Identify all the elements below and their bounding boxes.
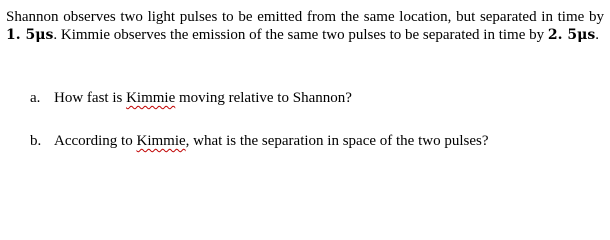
question-marker: a. xyxy=(30,90,41,106)
time-interval-shannon xyxy=(6,27,53,43)
question-b xyxy=(30,133,489,153)
question-a xyxy=(30,90,489,110)
spellcheck-flagged-word[interactable]: Kimmie xyxy=(126,90,176,106)
question-marker: b. xyxy=(30,133,42,149)
statement-text-1: Shannon observes two light pulses to be emitted from the same location, but separated in time by xyxy=(6,9,604,25)
statement-text-2: . Kimmie observes the emission of the same two pulses to be separated in time by xyxy=(53,26,548,43)
time-interval-kimmie xyxy=(548,27,595,43)
problem-statement xyxy=(6,9,604,44)
question-text-start: How fast is xyxy=(54,90,127,106)
question-text-start: According to xyxy=(54,133,137,149)
question-list xyxy=(30,90,489,153)
time-unit-shannon: μs xyxy=(35,26,54,43)
time-unit-kimmie: μs xyxy=(577,26,596,43)
problem-document xyxy=(6,9,604,44)
statement-text-3: . xyxy=(595,26,599,43)
time-value-shannon: 1. 5 xyxy=(6,26,36,43)
question-text-end: moving relative to Shannon? xyxy=(175,90,352,106)
question-text-end: , what is the separation in space of the two pulses? xyxy=(185,133,489,149)
time-value-kimmie: 2. 5 xyxy=(547,26,578,43)
spellcheck-flagged-word[interactable]: Kimmie xyxy=(136,133,186,149)
